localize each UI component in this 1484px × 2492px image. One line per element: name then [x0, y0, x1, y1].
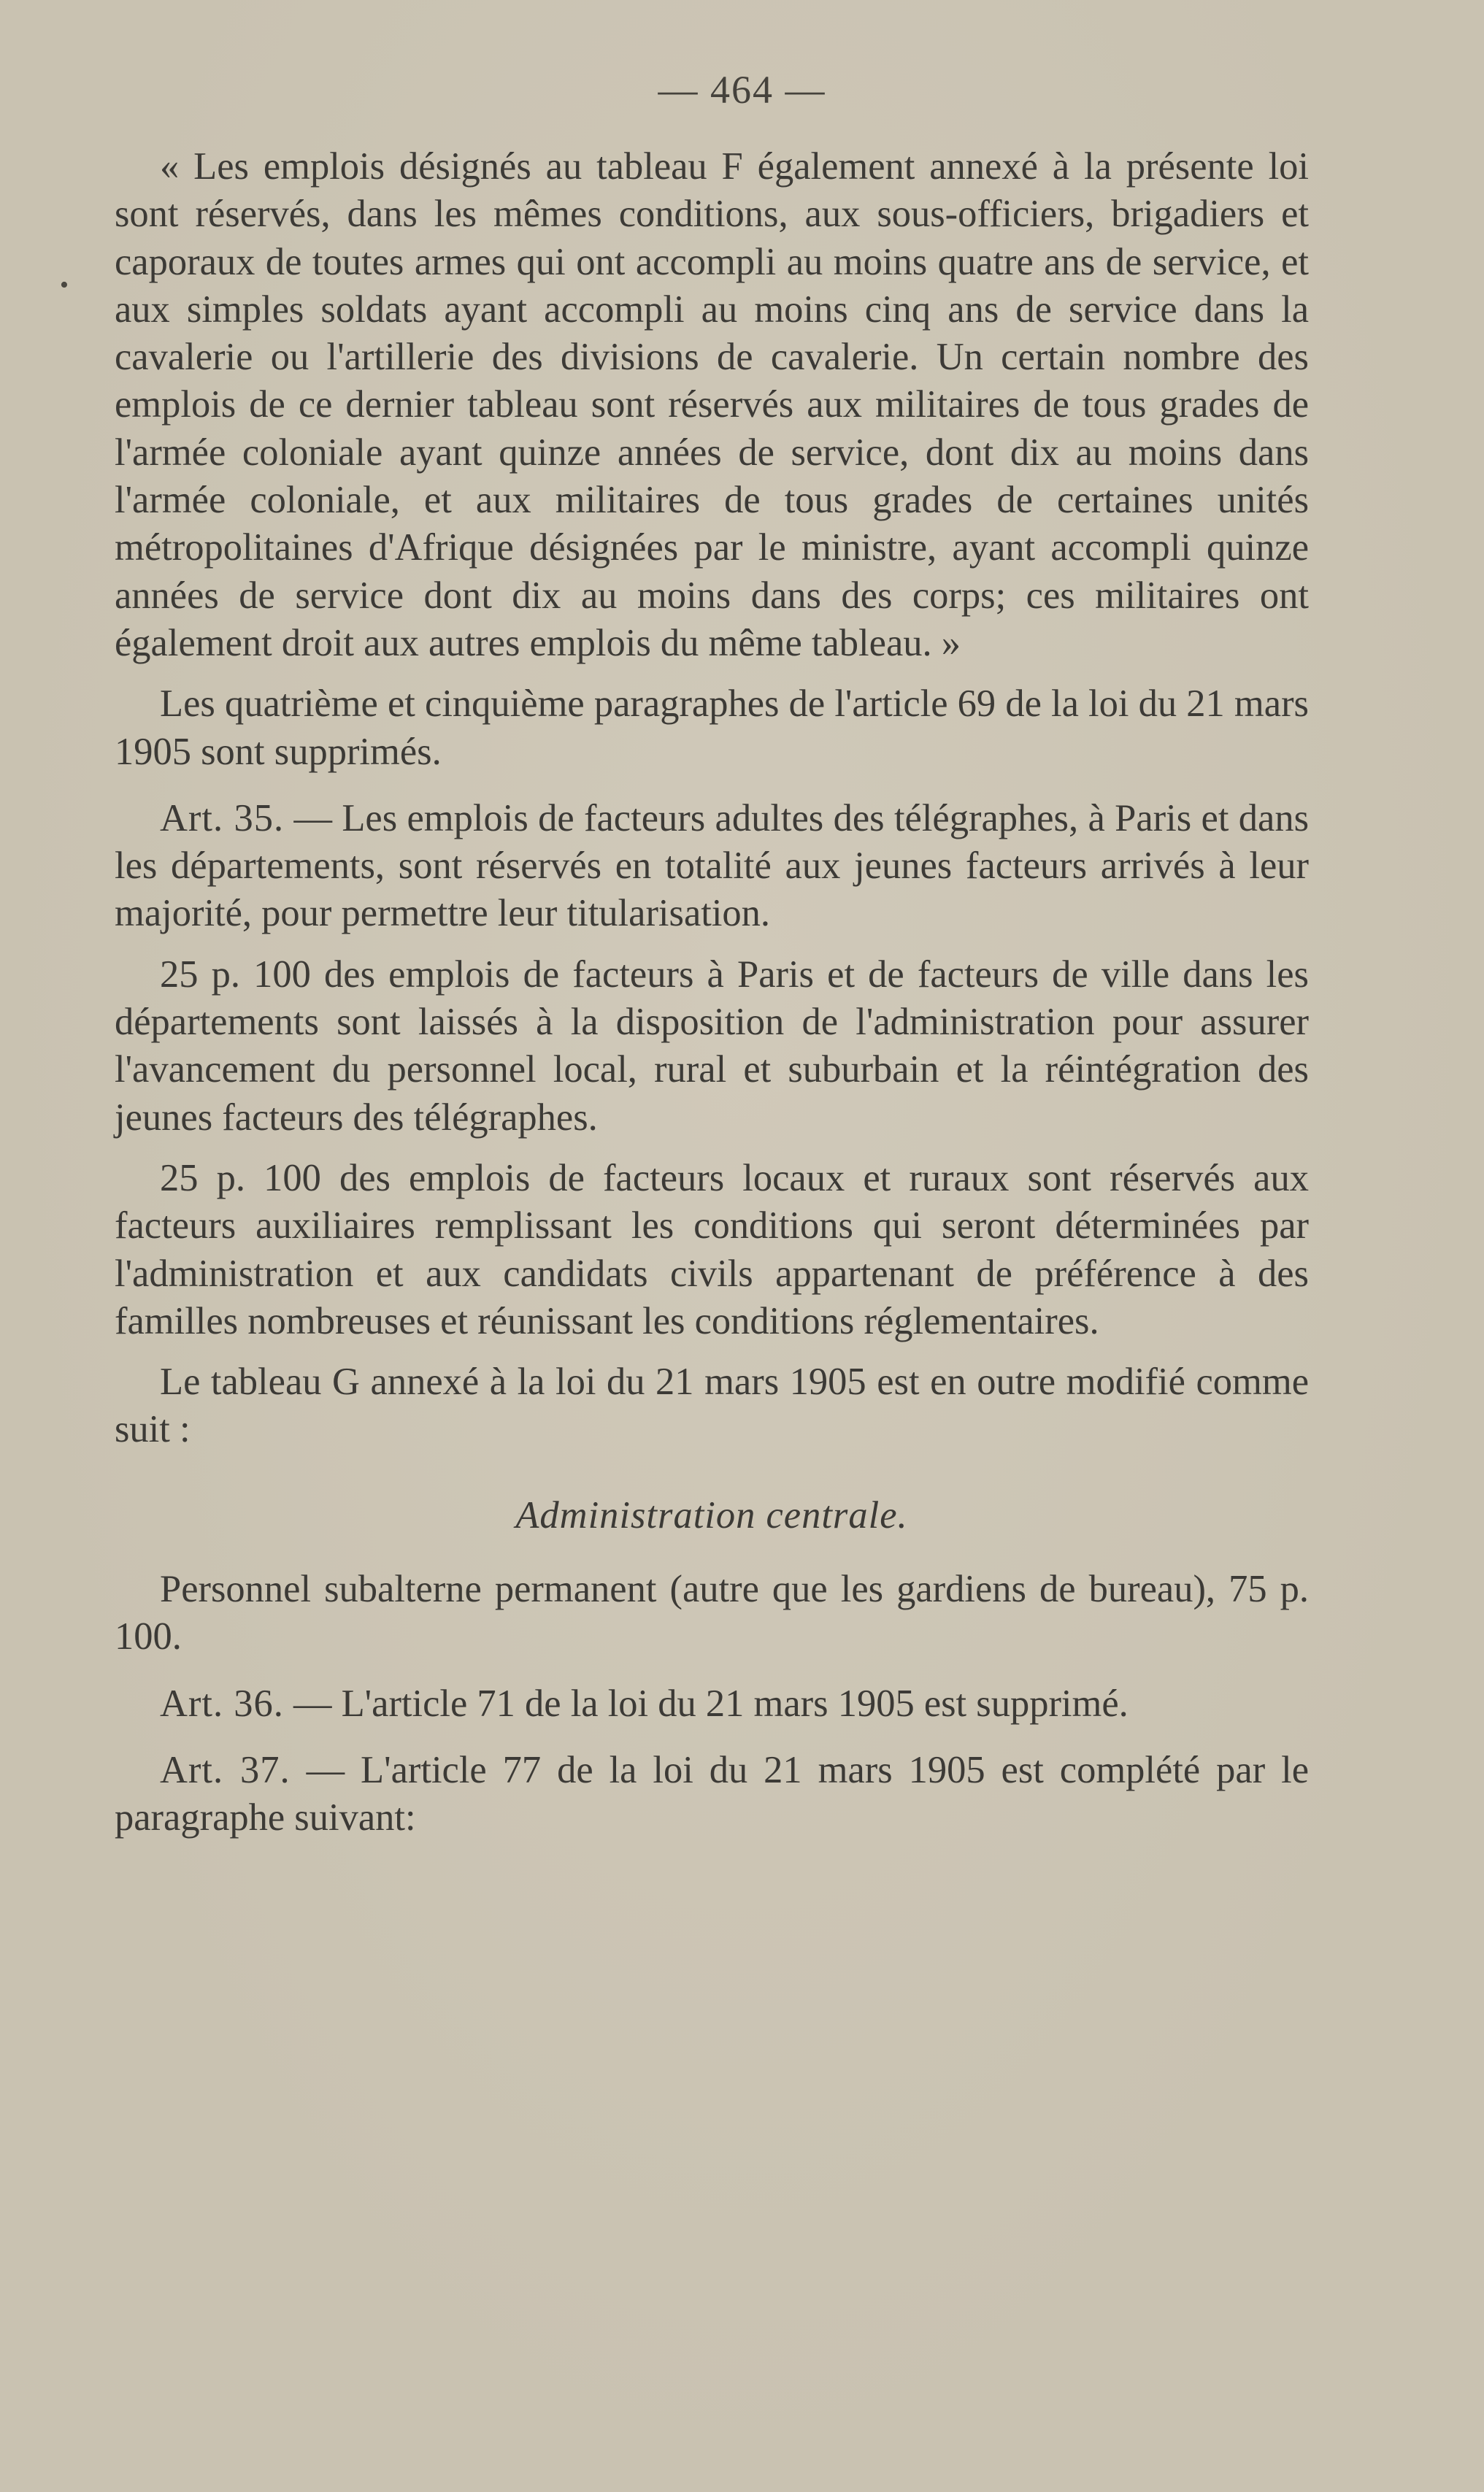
page-number: — 464 — — [658, 68, 826, 112]
paragraph-art-36 — [115, 1680, 1309, 1728]
article-label: Art. 35. — [160, 796, 285, 839]
paragraph-personnel: Personnel subalterne permanent (autre que les gardiens de bureau), 75 p. 100. — [115, 1568, 1309, 1658]
section-heading: Administration centrale. — [515, 1493, 908, 1537]
article-text: — Les emplois de facteurs adultes des télégraphes, à Paris et dans les départements, sont réservés en totalité aux jeunes facteurs arrivés à leur majorité, pour permettre leur titularisation. — [115, 796, 1309, 935]
article-label: Art. 37. — [160, 1748, 291, 1791]
paragraph-facteurs-locaux: 25 p. 100 des emplois de facteurs locaux et ruraux sont réservés aux facteurs auxiliaires remplissant les conditions qui seront déterminées par l'administration et aux candidats civils appartenant de préférence à des familles nombreuses et réunissant les conditions réglementaires. — [115, 1156, 1309, 1342]
paragraph-art-35 — [115, 795, 1309, 938]
paragraph-art-37 — [115, 1747, 1309, 1842]
margin-dot: • — [60, 272, 69, 299]
paragraph-tableau-f: « Les emplois désignés au tableau F également annexé à la présente loi sont réservés, dans les mêmes conditions, aux sous-officiers, brigadiers et caporaux de toutes armes qui ont accompli au moins quatre ans de service, et aux simples soldats ayant accompli au moins cinq ans de service dans la cavalerie ou l'artillerie des divisions de cavalerie. Un certain nombre des emplois de ce dernier tableau sont réservés aux militaires de tous grades de l'armée coloniale ayant quinze années de service, dont dix au moins dans l'armée coloniale, et aux militaires de tous grades de certaines unités métropolitaines d'Afrique désignées par le ministre, ayant accompli quinze années de service dont dix au moins dans des corps; ces militaires ont également droit aux autres emplois du même tableau. » — [115, 145, 1309, 664]
article-label: Art. 36. — [160, 1682, 284, 1725]
article-text: — L'article 71 de la loi du 21 mars 1905 est supprimé. — [283, 1682, 1129, 1725]
article-text: — L'article 77 de la loi du 21 mars 1905 est complété par le paragraphe suivant: — [115, 1748, 1310, 1839]
paragraph-article-69: Les quatrième et cinquième paragraphes de l'article 69 de la loi du 21 mars 1905 sont supprimés. — [115, 682, 1309, 773]
body-text — [115, 143, 1309, 1842]
paragraph-facteurs-paris: 25 p. 100 des emplois de facteurs à Paris et de facteurs de ville dans les départements sont laissés à la disposition de l'administration pour assurer l'avancement du personnel local, rural et suburbain et la réintégration des jeunes facteurs des télégraphes. — [115, 953, 1309, 1139]
paragraph-tableau-g: Le tableau G annexé à la loi du 21 mars 1905 est en outre modifié comme suit : — [115, 1361, 1309, 1451]
